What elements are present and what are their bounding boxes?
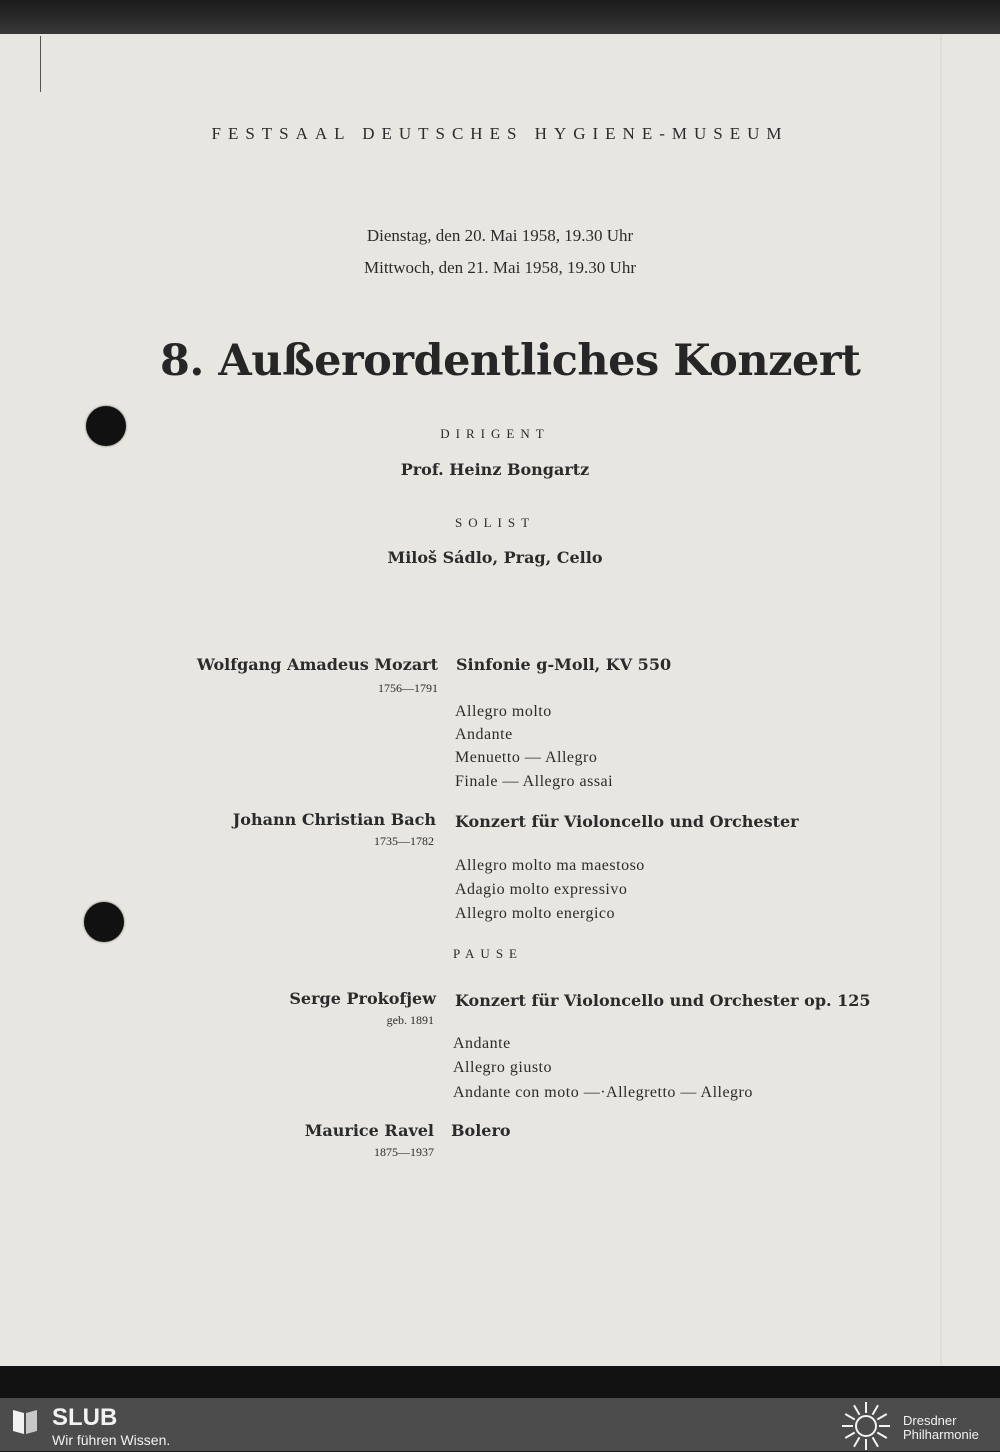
slub-tagline: Wir führen Wissen. [52, 1432, 171, 1448]
movement: Allegro molto energico [455, 905, 615, 922]
slub-logo-text[interactable]: SLUB [52, 1404, 118, 1431]
composer-years: 1756—1791 [378, 681, 438, 695]
philharmonie-line-1: Dresdner [903, 1413, 957, 1428]
work-title: Sinfonie g-Moll, KV 550 [456, 655, 672, 674]
composer-name: Johann Christian Bach [232, 810, 436, 829]
philharmonie-line-2: Philharmonie [903, 1427, 979, 1442]
work-title: Konzert für Violoncello und Orchester [455, 812, 799, 831]
concert-title: 8. Außerordentliches Konzert [160, 336, 861, 386]
movement: Menuetto — Allegro [455, 749, 598, 766]
soloist-label: SOLIST [454, 515, 536, 530]
movement: Andante [453, 1035, 511, 1052]
movement: Andante con moto —·Allegretto — Allegro [453, 1084, 753, 1101]
composer-name: Maurice Ravel [304, 1121, 434, 1140]
movement: Adagio molto expressivo [455, 881, 628, 898]
composer-name: Serge Prokofjew [289, 989, 436, 1008]
venue-heading: FESTSAAL DEUTSCHES HYGIENE-MUSEUM [211, 124, 789, 143]
movement: Allegro molto [455, 703, 552, 720]
conductor-name: Prof. Heinz Bongartz [400, 460, 590, 479]
movement: Finale — Allegro assai [455, 773, 614, 790]
conductor-label: DIRIGENT [440, 426, 550, 441]
margin-mark [40, 36, 41, 92]
work-title: Bolero [451, 1121, 511, 1140]
date-line-2: Mittwoch, den 21. Mai 1958, 19.30 Uhr [364, 258, 636, 277]
movement: Andante [455, 726, 513, 743]
date-line-1: Dienstag, den 20. Mai 1958, 19.30 Uhr [366, 226, 634, 245]
punch-hole-bottom [84, 902, 124, 942]
composer-years: 1875—1937 [374, 1145, 434, 1159]
slub-logo-icon[interactable] [10, 1406, 40, 1436]
scan-bottom-edge [0, 1366, 1000, 1398]
composer-years: geb. 1891 [386, 1013, 434, 1027]
philharmonie-logo-icon[interactable] [840, 1400, 892, 1452]
composer-years: 1735—1782 [374, 834, 434, 848]
work-title: Konzert für Violoncello und Orchester op. 125 [455, 991, 871, 1010]
soloist-name: Miloš Sádlo, Prag, Cello [387, 548, 603, 567]
scan-top-edge [0, 0, 1000, 36]
philharmonie-logo-text[interactable] [903, 1414, 979, 1442]
movement: Allegro giusto [453, 1059, 552, 1076]
movement: Allegro molto ma maestoso [455, 857, 645, 874]
composer-name: Wolfgang Amadeus Mozart [196, 655, 438, 674]
pause-label: PAUSE [453, 946, 523, 961]
